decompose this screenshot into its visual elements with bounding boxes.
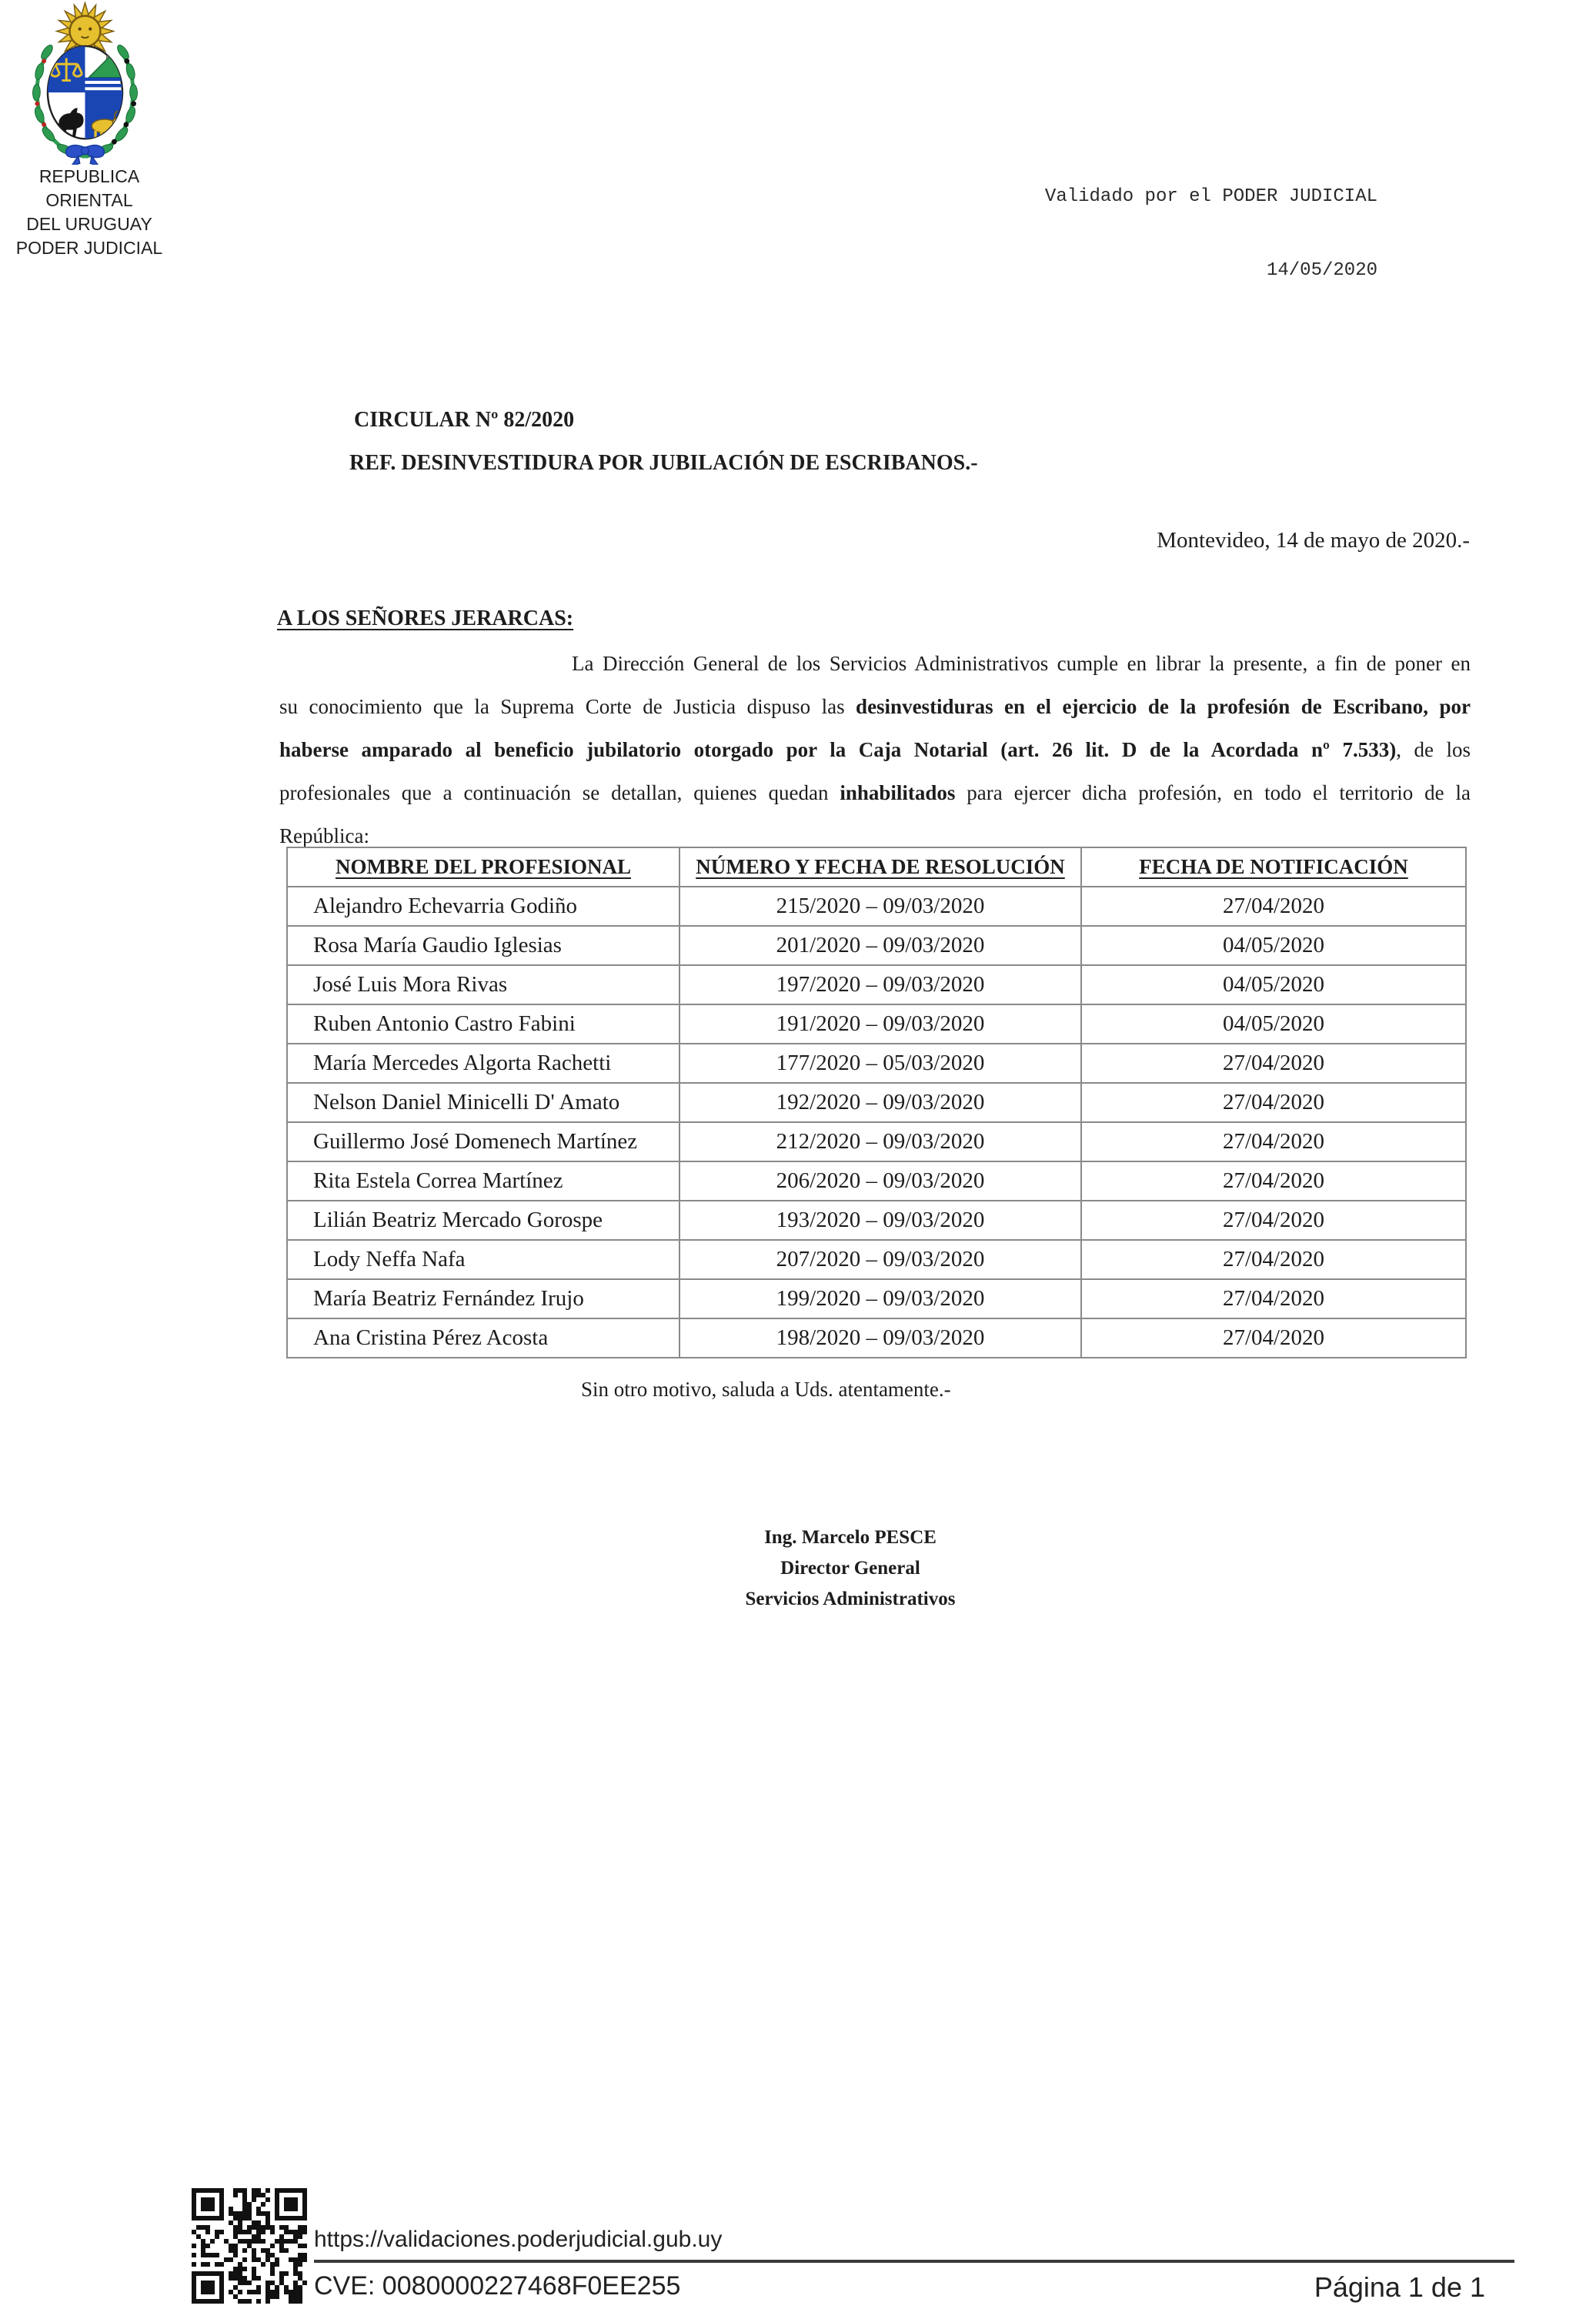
closing-line: Sin otro motivo, saluda a Uds. atentamente.- xyxy=(581,1378,951,1401)
validation-url: https://validaciones.poderjudicial.gub.uy xyxy=(314,2227,723,2252)
salutation: A LOS SEÑORES JERARCAS: xyxy=(277,606,574,630)
resolution-cell: 215/2020 – 09/03/2020 xyxy=(679,887,1081,926)
qr-code-icon xyxy=(192,2188,307,2304)
body-text-segment: su conocimiento que la Suprema Corte de Justicia dispuso las xyxy=(279,695,856,718)
professional-name-cell: José Luis Mora Rivas xyxy=(287,965,679,1004)
circular-number: CIRCULAR Nº 82/2020 xyxy=(354,408,575,432)
validation-stamp xyxy=(1045,135,1377,332)
validation-text: Validado por el PODER JUDICIAL xyxy=(1044,186,1377,207)
table-row xyxy=(287,1279,1466,1318)
notification-cell: 04/05/2020 xyxy=(1081,1004,1466,1044)
professional-name-cell: Ana Cristina Pérez Acosta xyxy=(287,1318,679,1358)
table-row xyxy=(287,1083,1466,1122)
column-header-name: NOMBRE DEL PROFESIONAL xyxy=(287,847,679,887)
resolution-cell: 199/2020 – 09/03/2020 xyxy=(679,1279,1081,1318)
body-line xyxy=(279,685,1471,728)
resolution-cell: 191/2020 – 09/03/2020 xyxy=(679,1004,1081,1044)
resolution-cell: 193/2020 – 09/03/2020 xyxy=(679,1201,1081,1240)
resolution-cell: 207/2020 – 09/03/2020 xyxy=(679,1240,1081,1279)
table-header-row xyxy=(287,847,1466,887)
notification-cell: 27/04/2020 xyxy=(1081,1161,1466,1201)
professional-name-cell: Lody Neffa Nafa xyxy=(287,1240,679,1279)
notification-cell: 27/04/2020 xyxy=(1081,1201,1466,1240)
resolution-cell: 197/2020 – 09/03/2020 xyxy=(679,965,1081,1004)
professional-name-cell: Nelson Daniel Minicelli D' Amato xyxy=(287,1083,679,1122)
table-row xyxy=(287,1318,1466,1358)
body-text-segment: profesionales que a continuación se detallan, quienes quedan xyxy=(279,781,840,804)
professional-name-cell: Rosa María Gaudio Iglesias xyxy=(287,926,679,965)
org-name-line: REPUBLICA ORIENTAL xyxy=(38,166,140,210)
notification-cell: 27/04/2020 xyxy=(1081,1318,1466,1358)
professional-name-cell: Ruben Antonio Castro Fabini xyxy=(287,1004,679,1044)
notification-cell: 04/05/2020 xyxy=(1081,965,1466,1004)
resolution-cell: 198/2020 – 09/03/2020 xyxy=(679,1318,1081,1358)
notification-cell: 27/04/2020 xyxy=(1081,1044,1466,1083)
table-row xyxy=(287,965,1466,1004)
signature-title: Director General xyxy=(780,1558,920,1579)
table-row xyxy=(287,1201,1466,1240)
resolution-cell: 212/2020 – 09/03/2020 xyxy=(679,1122,1081,1161)
notification-cell: 04/05/2020 xyxy=(1081,926,1466,965)
table-row xyxy=(287,1044,1466,1083)
body-text-segment: inhabilitados xyxy=(840,781,956,804)
body-line xyxy=(279,771,1471,814)
letterhead-org-name xyxy=(0,165,179,260)
professional-name-cell: María Mercedes Algorta Rachetti xyxy=(287,1044,679,1083)
body-text-segment: para ejercer dicha profesión, en todo el territorio de la xyxy=(955,781,1471,804)
column-header-notification: FECHA DE NOTIFICACIÓN xyxy=(1081,847,1466,887)
table-row xyxy=(287,1240,1466,1279)
table-row xyxy=(287,1004,1466,1044)
dateline: Montevideo, 14 de mayo de 2020.- xyxy=(1157,528,1470,553)
body-paragraph xyxy=(279,642,1471,857)
professional-name-cell: Rita Estela Correa Martínez xyxy=(287,1161,679,1201)
table-row xyxy=(287,1161,1466,1201)
footer-divider xyxy=(314,2260,1514,2263)
signature-block xyxy=(658,1522,1043,1615)
page-indicator: Página 1 de 1 xyxy=(1314,2271,1485,2303)
signature-name: Ing. Marcelo PESCE xyxy=(764,1527,937,1548)
validation-date: 14/05/2020 xyxy=(1266,260,1377,281)
professional-name-cell: Guillermo José Domenech Martínez xyxy=(287,1122,679,1161)
body-text-segment: desinvestiduras en el ejercicio de la profesión de Escribano, por xyxy=(856,695,1471,718)
resolution-cell: 201/2020 – 09/03/2020 xyxy=(679,926,1081,965)
notification-cell: 27/04/2020 xyxy=(1081,1279,1466,1318)
resolution-cell: 206/2020 – 09/03/2020 xyxy=(679,1161,1081,1201)
notification-cell: 27/04/2020 xyxy=(1081,1083,1466,1122)
ribbon-icon xyxy=(66,145,105,165)
body-text-segment: República: xyxy=(279,824,369,847)
uruguay-coat-of-arms-icon xyxy=(22,2,149,165)
org-name-line: DEL URUGUAY xyxy=(26,214,152,234)
professional-name-cell: María Beatriz Fernández Irujo xyxy=(287,1279,679,1318)
cve-code: CVE: 0080000227468F0EE255 xyxy=(314,2271,681,2301)
professional-name-cell: Alejandro Echevarria Godiño xyxy=(287,887,679,926)
notification-cell: 27/04/2020 xyxy=(1081,1122,1466,1161)
body-text-segment: La Dirección General de los Servicios Administrativos cumple en librar la presente, a fin de poner en xyxy=(572,652,1471,675)
resolution-cell: 192/2020 – 09/03/2020 xyxy=(679,1083,1081,1122)
professionals-table xyxy=(286,847,1467,1358)
column-header-resolution: NÚMERO Y FECHA DE RESOLUCIÓN xyxy=(679,847,1081,887)
body-text-segment: haberse amparado al beneficio jubilatorio otorgado por la Caja Notarial (art. 26 lit. D de la Acordada nº 7.533) xyxy=(279,738,1397,761)
table-row xyxy=(287,1122,1466,1161)
body-text-segment: , de los xyxy=(1396,738,1471,761)
signature-department: Servicios Administrativos xyxy=(745,1589,956,1609)
circular-subject: REF. DESINVESTIDURA POR JUBILACIÓN DE ESCRIBANOS.- xyxy=(349,451,978,475)
shield-icon xyxy=(48,46,129,139)
body-line xyxy=(279,642,1471,685)
table-row xyxy=(287,926,1466,965)
resolution-cell: 177/2020 – 05/03/2020 xyxy=(679,1044,1081,1083)
notification-cell: 27/04/2020 xyxy=(1081,887,1466,926)
table-row xyxy=(287,887,1466,926)
body-line xyxy=(279,728,1471,771)
professional-name-cell: Lilián Beatriz Mercado Gorospe xyxy=(287,1201,679,1240)
notification-cell: 27/04/2020 xyxy=(1081,1240,1466,1279)
org-name-line: PODER JUDICIAL xyxy=(15,238,163,258)
